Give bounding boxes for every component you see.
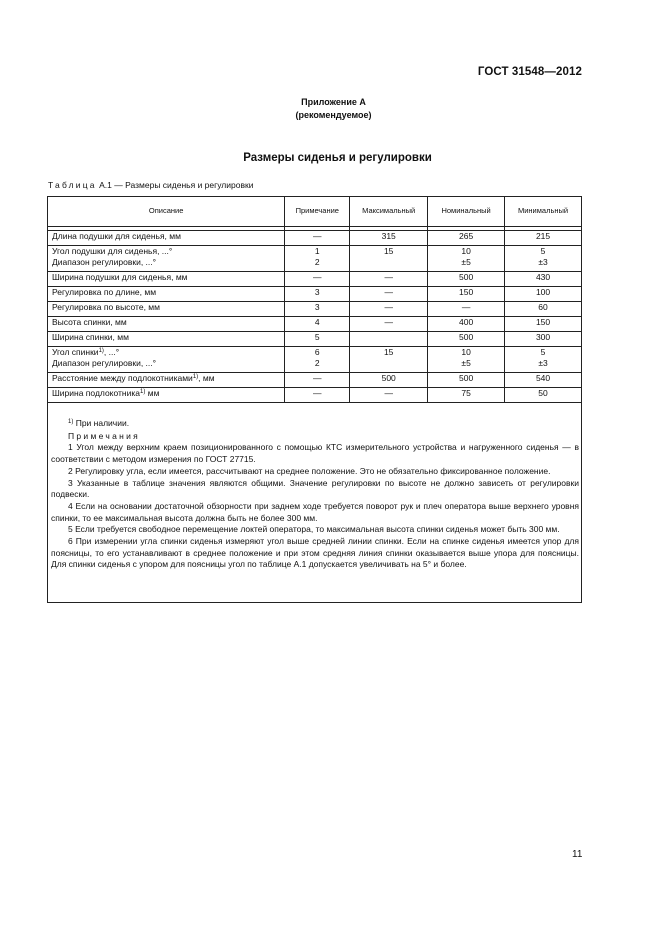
cell-line: ±3 (538, 256, 548, 267)
cell-max (350, 246, 428, 272)
cell-line: ±5 (461, 357, 471, 368)
note-item: 6 При измерении угла спинки сиденья измеряют угол выше средней линии спинки. Если на спинке сиденья имеется упор для поясницы, то его устанавливают в среднее положение и при этом средняя линия спинки оказывается выше упора для поясницы. Для спинки сиденья с упором для поясницы угол по таблице А.1 допускается увеличивать на 5° и более. (51, 536, 579, 570)
cell-description: Регулировка по длине, мм (48, 287, 285, 302)
cell-min: 100 (505, 287, 582, 302)
cell-max: — (350, 287, 428, 302)
cell-min: 215 (505, 231, 582, 246)
dimensions-table (47, 196, 582, 403)
cell-line: ±5 (461, 256, 471, 267)
table-caption-text: Размеры сиденья и регулировки (125, 180, 254, 190)
cell-text: , мм (198, 373, 215, 383)
cell-note: — (285, 272, 350, 287)
cell-note: 3 (285, 302, 350, 317)
cell-description: Ширина спинки, мм (48, 332, 285, 347)
appendix-subtitle: (рекомендуемое) (295, 110, 372, 120)
cell-description (48, 388, 285, 403)
footnote-ref: 1) (98, 348, 104, 354)
table-row (48, 373, 582, 388)
cell-line: 5 (540, 246, 546, 256)
cell-min: 540 (505, 373, 582, 388)
cell-description: Высота спинки, мм (48, 317, 285, 332)
table-caption-label: Таблица (48, 180, 97, 190)
footnote-ref: 1) (192, 374, 199, 380)
cell-note: — (285, 231, 350, 246)
cell-text: , ...° (103, 347, 120, 357)
cell-min (505, 246, 582, 272)
table-row (48, 302, 582, 317)
appendix-title: Приложение А (301, 97, 366, 107)
cell-nominal (428, 347, 505, 373)
cell-line (52, 347, 281, 358)
cell-max (350, 332, 428, 347)
column-header: Номинальный (428, 197, 505, 227)
cell-description: Регулировка по высоте, мм (48, 302, 285, 317)
cell-nominal: — (428, 302, 505, 317)
cell-note: 4 (285, 317, 350, 332)
note-item: 4 Если на основании достаточной обзорности при заднем ходе требуется поворот рук и плеч оператора выше верхнего уровня спинки, то ее максимальная высота должна быть не более 300 мм. (51, 500, 579, 523)
cell-line: 6 (314, 347, 320, 357)
cell-min (505, 347, 582, 373)
cell-line: Диапазон регулировки, ...° (52, 256, 157, 267)
table-row (48, 388, 582, 403)
cell-description: Ширина подушки для сиденья, мм (48, 272, 285, 287)
standard-code: ГОСТ 31548—2012 (477, 66, 582, 78)
cell-nominal: 150 (428, 287, 505, 302)
cell-note: 3 (285, 287, 350, 302)
cell-max: — (350, 388, 428, 403)
cell-text: Расстояние между подлокотниками (52, 373, 193, 383)
footnote-ref: 1) (140, 389, 146, 395)
cell-nominal (428, 246, 505, 272)
note-item: 2 Регулировку угла, если имеется, рассчитывают на среднее положение. Это не обязательно фиксированное положение. (68, 465, 551, 476)
cell-line: Угол подушки для сиденья, ...° (52, 246, 173, 256)
cell-text: мм (145, 388, 160, 398)
cell-note (285, 347, 350, 373)
cell-note (285, 246, 350, 272)
cell-max: 500 (350, 373, 428, 388)
cell-max: 315 (350, 231, 428, 246)
cell-line: 5 (540, 347, 546, 357)
note-item: 1 Угол между верхним краем позиционированного с помощью КТС измерительного устройства и нагруженного сиденья — в соответствии с методом измерения по ГОСТ 27715. (51, 442, 579, 465)
table-notes (51, 418, 579, 571)
cell-nominal: 500 (428, 373, 505, 388)
table-header-row (48, 197, 582, 227)
cell-nominal: 400 (428, 317, 505, 332)
cell-line: 10 (461, 347, 471, 357)
cell-min: 430 (505, 272, 582, 287)
cell-min: 50 (505, 388, 582, 403)
cell-min: 150 (505, 317, 582, 332)
table-row (48, 231, 582, 246)
cell-line: ±3 (538, 357, 548, 368)
table-row (48, 317, 582, 332)
cell-nominal: 500 (428, 332, 505, 347)
table-row (48, 347, 582, 373)
table-row (48, 272, 582, 287)
cell-nominal: 265 (428, 231, 505, 246)
table-row (48, 332, 582, 347)
cell-description (48, 373, 285, 388)
footnote-text: При наличии. (75, 418, 130, 428)
notes-header: Примечания (68, 430, 141, 441)
column-header: Примечание (285, 197, 350, 227)
table-caption (48, 180, 253, 190)
note-item: 5 Если требуется свободное перемещение локтей оператора, то максимальная высота спинки сиденья может быть 300 мм. (68, 524, 560, 535)
cell-max: — (350, 317, 428, 332)
cell-description (48, 246, 285, 272)
note-item: 3 Указанные в таблице значения являются общими. Значение регулировки по высоте не должно зависеть от регулировки подвески. (51, 477, 579, 500)
cell-note: — (285, 373, 350, 388)
footnote (51, 418, 579, 430)
cell-text: Угол спинки (52, 347, 99, 357)
cell-line: Диапазон регулировки, ...° (52, 357, 157, 368)
page-number: 11 (572, 849, 583, 860)
cell-line: 1 (314, 246, 320, 256)
cell-min: 60 (505, 302, 582, 317)
cell-text: Ширина подлокотника (52, 388, 141, 398)
cell-note: 5 (285, 332, 350, 347)
cell-max (350, 347, 428, 373)
column-header: Максимальный (350, 197, 428, 227)
table-row (48, 246, 582, 272)
cell-line: 2 (314, 357, 320, 368)
cell-description (48, 347, 285, 373)
footnote-mark: 1) (68, 419, 74, 425)
column-header: Минимальный (505, 197, 582, 227)
cell-line: 15 (383, 347, 394, 357)
column-header: Описание (48, 197, 285, 227)
cell-description: Длина подушки для сиденья, мм (48, 231, 285, 246)
cell-max: — (350, 272, 428, 287)
cell-note: — (285, 388, 350, 403)
table-caption-number: А.1 — (99, 180, 123, 190)
table-row (48, 287, 582, 302)
section-title: Размеры сиденья и регулировки (243, 152, 432, 164)
cell-line: 10 (461, 246, 471, 256)
cell-line: 2 (314, 256, 320, 267)
cell-nominal: 500 (428, 272, 505, 287)
cell-max: — (350, 302, 428, 317)
cell-nominal: 75 (428, 388, 505, 403)
cell-min: 300 (505, 332, 582, 347)
cell-line: 15 (383, 246, 394, 256)
appendix-heading (0, 96, 661, 122)
